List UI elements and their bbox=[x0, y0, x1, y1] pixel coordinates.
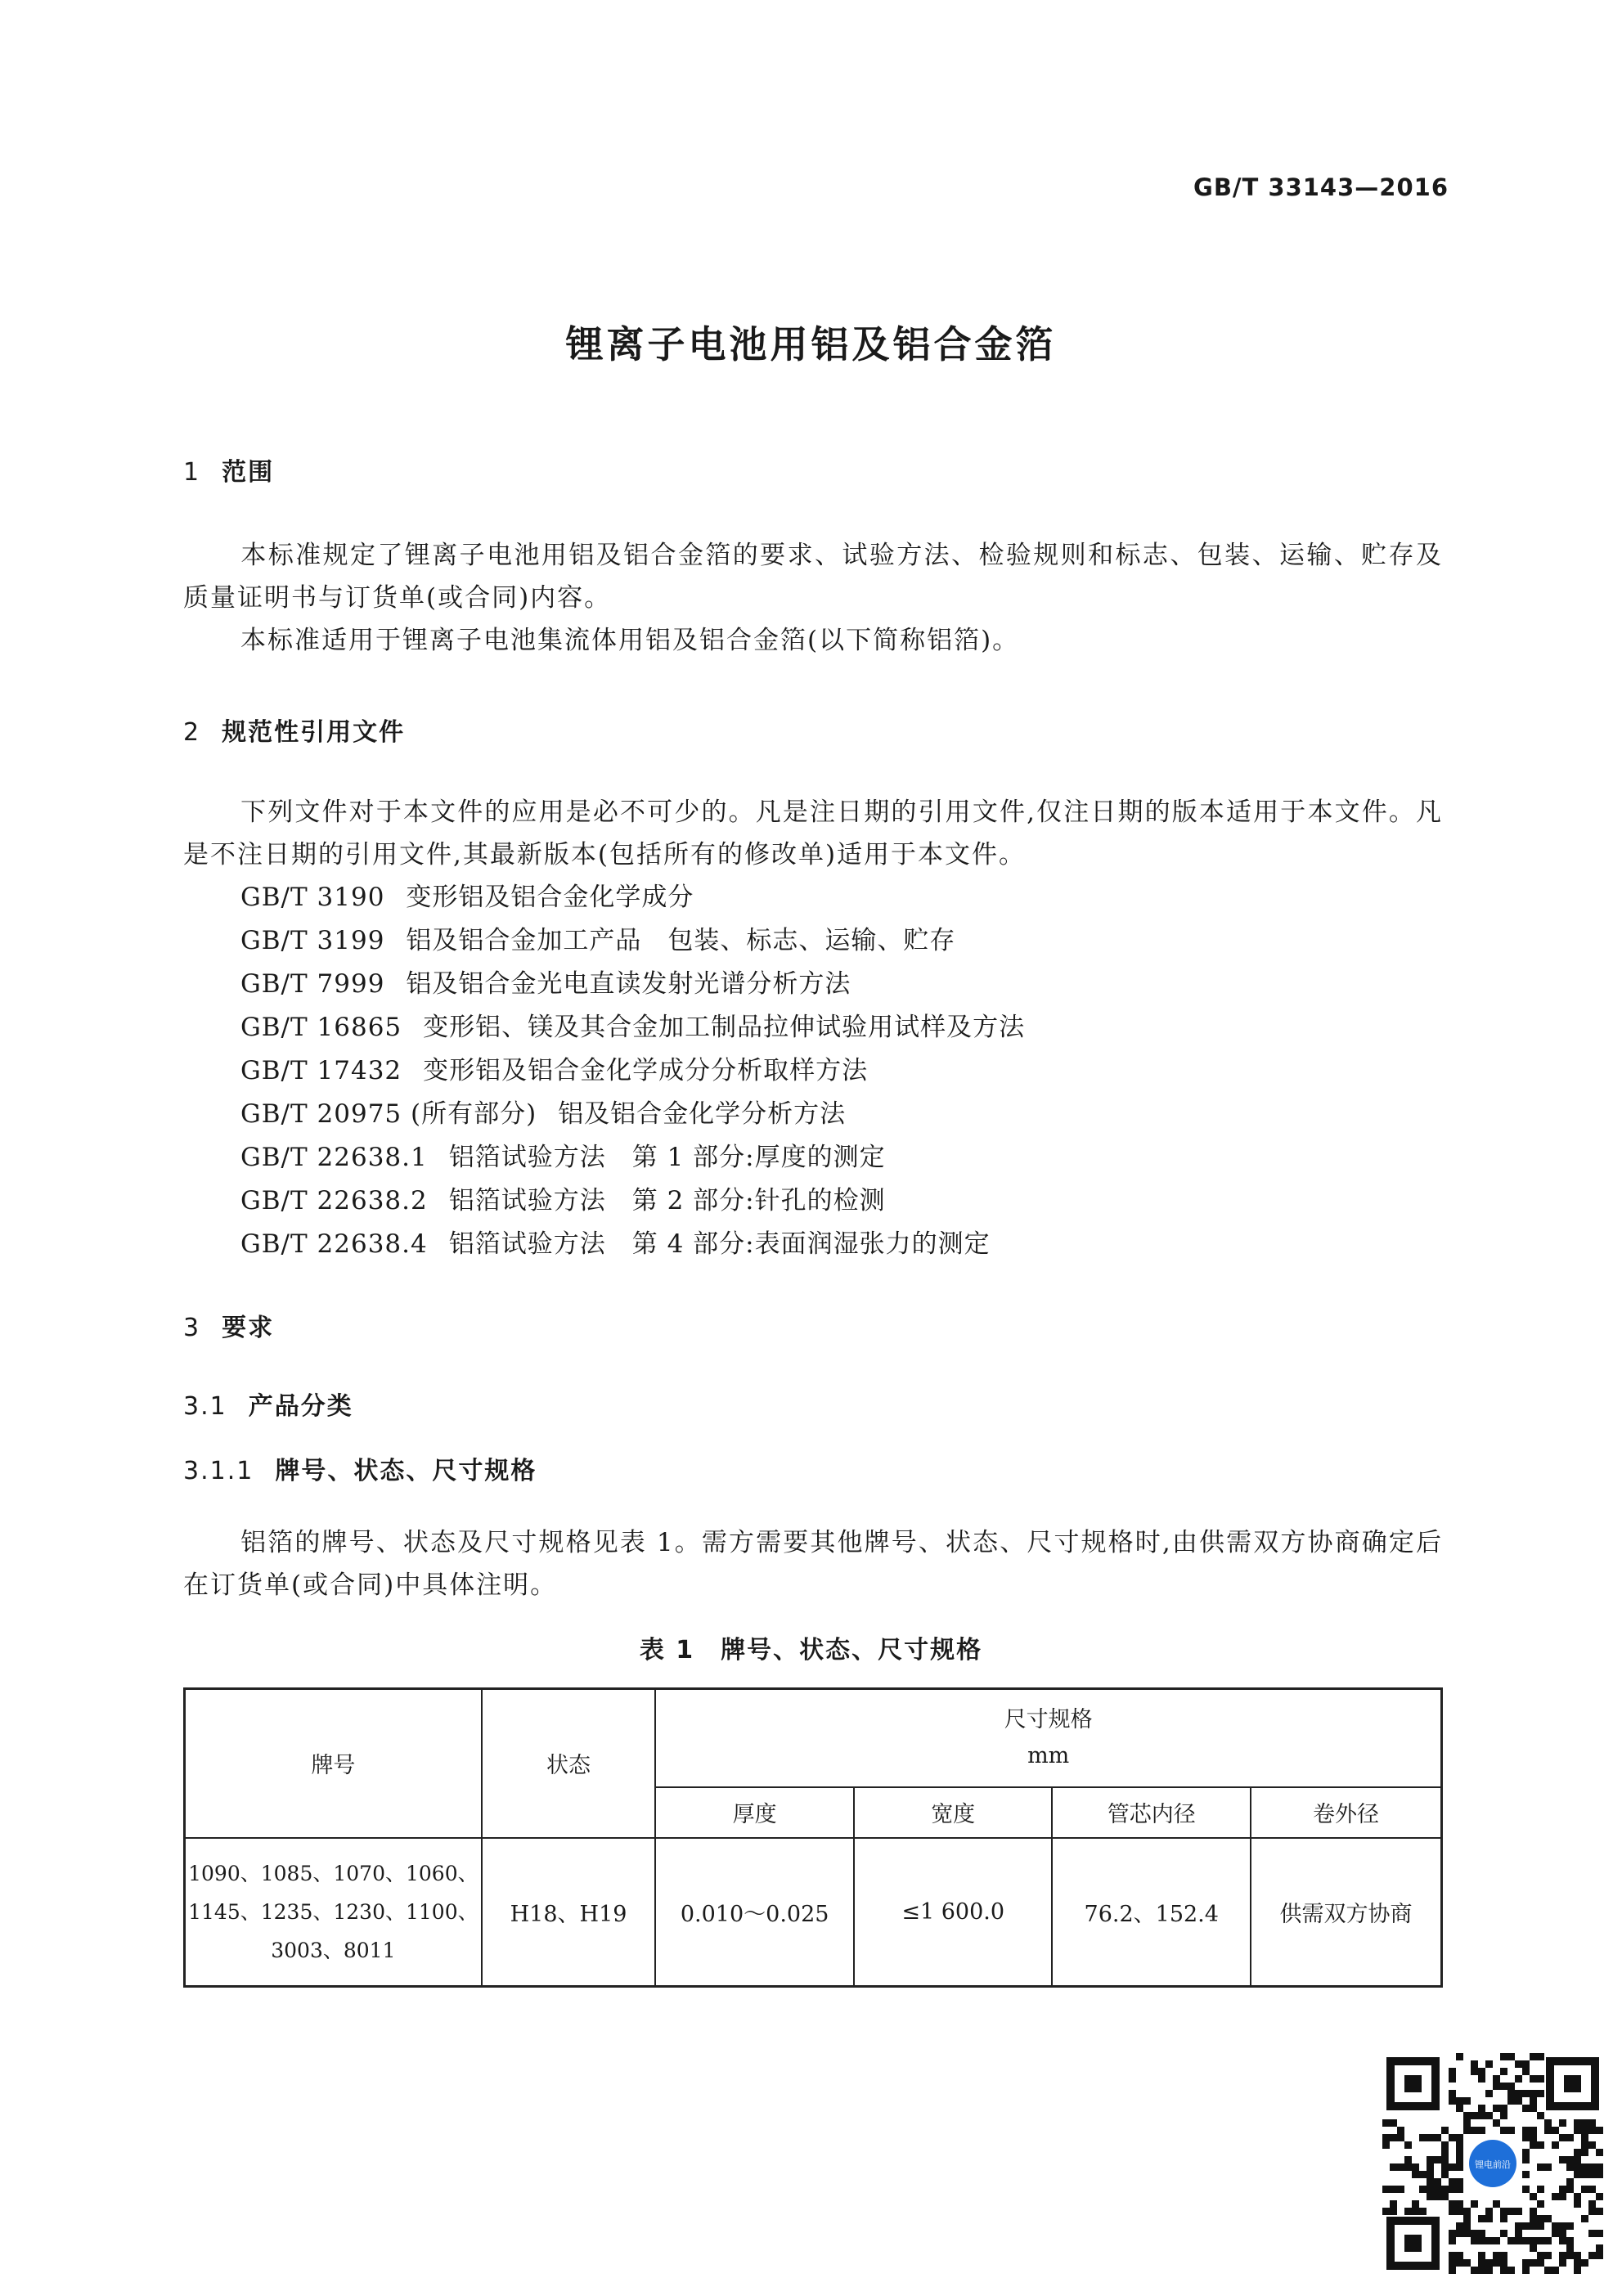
header-size bbox=[655, 1689, 1441, 1787]
reference-item bbox=[240, 1093, 1025, 1136]
document-title: 锂离子电池用铝及铝合金箔 bbox=[565, 322, 1057, 366]
header-width: 宽度 bbox=[854, 1787, 1053, 1838]
section-3-1-1-heading bbox=[183, 1450, 537, 1486]
header-thickness: 厚度 bbox=[655, 1787, 854, 1838]
reference-item bbox=[240, 963, 1025, 1006]
cell-grade bbox=[185, 1838, 482, 1987]
paragraph-text: 本标准规定了锂离子电池用铝及铝合金箔的要求、试验方法、检验规则和标志、包装、运输、贮存及质量证明书与订货单(或合同)内容。 bbox=[183, 541, 1443, 613]
reference-code: GB/T 22638.2 bbox=[240, 1186, 428, 1215]
reference-title: 铝箔试验方法 第 1 部分:厚度的测定 bbox=[448, 1143, 886, 1172]
reference-code: GB/T 3190 bbox=[240, 883, 385, 912]
section-title: 范围 bbox=[222, 458, 275, 487]
reference-code: GB/T 20975 (所有部分) bbox=[240, 1099, 537, 1129]
section-number: 3 bbox=[183, 1314, 201, 1342]
section-title: 要求 bbox=[222, 1314, 275, 1342]
section-number: 1 bbox=[183, 458, 201, 487]
reference-title: 变形铝及铝合金化学成分 bbox=[406, 883, 694, 912]
reference-item bbox=[240, 876, 1025, 919]
reference-title: 铝及铝合金化学分析方法 bbox=[558, 1099, 847, 1129]
cell-outer-diameter: 供需双方协商 bbox=[1251, 1838, 1441, 1987]
section-3-1-1-paragraph bbox=[183, 1521, 1443, 1606]
reference-title: 铝箔试验方法 第 4 部分:表面润湿张力的测定 bbox=[448, 1229, 991, 1259]
section-3-heading bbox=[183, 1307, 274, 1343]
cell-temper: H18、H19 bbox=[482, 1838, 656, 1987]
cell-core-inner-diameter: 76.2、152.4 bbox=[1052, 1838, 1251, 1987]
section-2-heading bbox=[183, 712, 405, 748]
standard-code: GB/T 33143—2016 bbox=[1193, 173, 1449, 201]
header-outer-diameter: 卷外径 bbox=[1251, 1787, 1441, 1838]
reference-item bbox=[240, 1223, 1025, 1266]
table-1 bbox=[183, 1687, 1443, 1988]
reference-code: GB/T 7999 bbox=[240, 969, 385, 999]
paragraph-text: 铝箔的牌号、状态及尺寸规格见表 1。需方需要其他牌号、状态、尺寸规格时,由供需双方协商确定后在订货单(或合同)中具体注明。 bbox=[183, 1528, 1443, 1600]
header-size-unit: mm bbox=[1027, 1742, 1070, 1768]
reference-item bbox=[240, 1179, 1025, 1223]
section-number: 3.1.1 bbox=[183, 1457, 254, 1485]
header-core-inner-diameter: 管芯内径 bbox=[1052, 1787, 1251, 1838]
reference-item bbox=[240, 1049, 1025, 1093]
header-size-label: 尺寸规格 bbox=[1004, 1706, 1093, 1732]
grade-line: 1145、1235、1230、1100、 bbox=[188, 1899, 479, 1924]
table-row bbox=[185, 1838, 1442, 1987]
grade-line: 3003、8011 bbox=[271, 1938, 396, 1962]
reference-title: 变形铝、镁及其合金加工制品拉伸试验用试样及方法 bbox=[423, 1013, 1026, 1042]
section-number: 3.1 bbox=[183, 1392, 227, 1421]
reference-item bbox=[240, 1136, 1025, 1179]
cell-width: ≤1 600.0 bbox=[854, 1838, 1053, 1987]
reference-item bbox=[240, 919, 1025, 963]
reference-title: 铝及铝合金加工产品 包装、标志、运输、贮存 bbox=[406, 926, 956, 955]
cell-thickness: 0.010～0.025 bbox=[655, 1838, 854, 1987]
section-number: 2 bbox=[183, 718, 201, 747]
section-title: 牌号、状态、尺寸规格 bbox=[275, 1457, 537, 1485]
reference-code: GB/T 17432 bbox=[240, 1056, 402, 1085]
section-1-paragraph-1 bbox=[183, 534, 1443, 619]
reference-code: GB/T 22638.1 bbox=[240, 1143, 428, 1172]
paragraph-text: 下列文件对于本文件的应用是必不可少的。凡是注日期的引用文件,仅注日期的版本适用于本文件。凡是不注日期的引用文件,其最新版本(包括所有的修改单)适用于本文件。 bbox=[183, 798, 1443, 869]
section-title: 规范性引用文件 bbox=[222, 718, 406, 747]
reference-item bbox=[240, 1006, 1025, 1049]
header-grade: 牌号 bbox=[185, 1689, 482, 1838]
grade-line: 1090、1085、1070、1060、 bbox=[188, 1861, 479, 1885]
reference-code: GB/T 22638.4 bbox=[240, 1229, 428, 1259]
header-temper: 状态 bbox=[482, 1689, 656, 1838]
paragraph-text: 本标准适用于锂离子电池集流体用铝及铝合金箔(以下简称铝箔)。 bbox=[240, 626, 1020, 655]
qr-code-image bbox=[1382, 2053, 1603, 2274]
reference-title: 铝箔试验方法 第 2 部分:针孔的检测 bbox=[448, 1186, 886, 1215]
section-3-1-heading bbox=[183, 1386, 353, 1422]
table-1-caption: 表 1 牌号、状态、尺寸规格 bbox=[639, 1636, 983, 1665]
section-1-paragraph-2 bbox=[183, 619, 1443, 662]
reference-code: GB/T 16865 bbox=[240, 1013, 402, 1042]
section-2-intro bbox=[183, 791, 1443, 876]
reference-title: 铝及铝合金光电直读发射光谱分析方法 bbox=[406, 969, 851, 999]
qr-center-logo-text: 锂电前沿 bbox=[1475, 2159, 1511, 2170]
reference-code: GB/T 3199 bbox=[240, 926, 385, 955]
normative-references-list bbox=[240, 876, 1025, 1266]
reference-title: 变形铝及铝合金化学成分分析取样方法 bbox=[423, 1056, 869, 1085]
section-1-heading bbox=[183, 452, 274, 488]
section-title: 产品分类 bbox=[248, 1392, 353, 1421]
